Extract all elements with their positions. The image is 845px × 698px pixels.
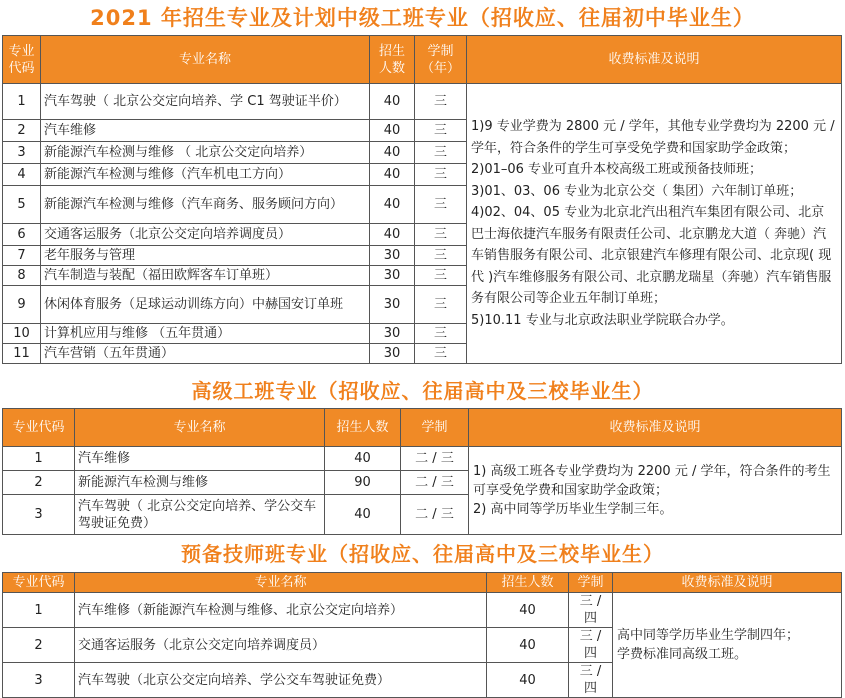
senior-class-table — [2, 408, 842, 535]
table-row-name: 汽车驾驶（ 北京公交定向培养、学 C1 驾驶证半价） — [41, 84, 370, 120]
fee-note: 3)01、03、06 专业为北京公交（ 集团）六年制订单班； — [471, 183, 803, 199]
table-row-years: 三 — [415, 120, 467, 142]
table-row-name: 老年服务与管理 — [41, 246, 370, 266]
table-row-code: 1 — [3, 84, 41, 120]
technician-class-table — [2, 572, 842, 698]
table-row-name: 新能源汽车检测与维修 — [75, 471, 325, 495]
section1-title: 2021 年招生专业及计划中级工班专业（招收应、往届初中毕业生） — [90, 6, 755, 30]
table-row-years: 三 — [415, 344, 467, 364]
fee-notes — [613, 593, 842, 698]
col-header-count: 招生人数 — [487, 573, 569, 593]
fee-note: 2) 高中同等学历毕业生学制三年。 — [473, 502, 673, 517]
fee-notes — [469, 447, 842, 535]
table-row-code: 1 — [3, 593, 75, 628]
table-row-count: 90 — [325, 471, 401, 495]
table-row-code: 2 — [3, 628, 75, 663]
table-row-code: 9 — [3, 286, 41, 324]
table-row-count: 40 — [370, 186, 415, 224]
table-row-count: 40 — [325, 495, 401, 535]
table-row-years: 三 — [415, 224, 467, 246]
table-row-years: 三 / 四 — [569, 628, 613, 663]
table-row-code: 8 — [3, 266, 41, 286]
col-header-count: 招生人数 — [370, 36, 415, 84]
col-header-years: 学制 — [401, 409, 469, 447]
table-row-name: 计算机应用与维修 （五年贯通） — [41, 324, 370, 344]
table-row-code: 3 — [3, 663, 75, 698]
table-row-count: 30 — [370, 324, 415, 344]
table-row-name: 汽车维修 — [75, 447, 325, 471]
intermediate-class-table — [2, 35, 842, 364]
table-row-name: 汽车维修 — [41, 120, 370, 142]
table-row-years: 三 — [415, 246, 467, 266]
fee-note: 1) 高级工班各专业学费均为 2200 元 / 学年，符合条件的考生可享受免学费和国家助学金政策； — [473, 464, 831, 498]
fee-note: 高中同等学历毕业生学制四年； — [617, 628, 800, 643]
table-row-years: 三 / 四 — [569, 593, 613, 628]
table-row-count: 40 — [370, 120, 415, 142]
table-row-code: 4 — [3, 164, 41, 186]
col-header-code: 专业代码 — [3, 573, 75, 593]
table-row-years: 二 / 三 — [401, 495, 469, 535]
table-row-name: 汽车驾驶（ 北京公交定向培养、学公交车驾驶证免费） — [75, 495, 325, 535]
fee-note: 1)9 专业学费为 2800 元 / 学年，其他专业学费均为 2200 元 / 学年，符合条件的学生可享受免学费和国家助学金政策； — [471, 119, 835, 156]
col-header-code: 专业代码 — [3, 409, 75, 447]
table-row-code: 3 — [3, 495, 75, 535]
table-row-years: 三 / 四 — [569, 663, 613, 698]
table-row-count: 40 — [370, 84, 415, 120]
table-row-count: 40 — [370, 224, 415, 246]
table-row-name: 新能源汽车检测与维修（汽车机电工方向） — [41, 164, 370, 186]
table-row-years: 二 / 三 — [401, 447, 469, 471]
col-header-fee: 收费标准及说明 — [469, 409, 842, 447]
table-row-years: 三 — [415, 84, 467, 120]
fee-note: 2)01–06 专业可直升本校高级工班或预备技师班； — [471, 162, 763, 177]
table-row-years: 三 — [415, 164, 467, 186]
table-row-years: 三 — [415, 324, 467, 344]
table-row-count: 40 — [370, 164, 415, 186]
fee-notes — [467, 84, 842, 364]
table-row-code: 5 — [3, 186, 41, 224]
table-row-count: 30 — [370, 246, 415, 266]
table-row-code: 1 — [3, 447, 75, 471]
table-row-count: 30 — [370, 344, 415, 364]
table-row-years: 三 — [415, 142, 467, 164]
table-row-name: 汽车制造与装配（福田欧辉客车订单班） — [41, 266, 370, 286]
table-row-code: 2 — [3, 471, 75, 495]
table-row-code: 7 — [3, 246, 41, 266]
section3-title: 预备技师班专业（招收应、往届高中及三校毕业生） — [181, 542, 664, 566]
table-row-years: 二 / 三 — [401, 471, 469, 495]
table-row-count: 30 — [370, 266, 415, 286]
fee-note: 5)10.11 专业与北京政法职业学院联合办学。 — [471, 312, 734, 328]
col-header-fee: 收费标准及说明 — [613, 573, 842, 593]
table-row-code: 11 — [3, 344, 41, 364]
table-row-count: 40 — [487, 593, 569, 628]
table-row-code: 10 — [3, 324, 41, 344]
col-header-name: 专业名称 — [75, 573, 487, 593]
col-header-fee: 收费标准及说明 — [467, 36, 842, 84]
table-row-years: 三 — [415, 186, 467, 224]
col-header-years: 学制 — [569, 573, 613, 593]
table-row-name: 汽车维修（新能源汽车检测与维修、北京公交定向培养） — [75, 593, 487, 628]
table-row-count: 40 — [487, 663, 569, 698]
table-row-code: 3 — [3, 142, 41, 164]
table-row-name: 新能源汽车检测与维修 （ 北京公交定向培养） — [41, 142, 370, 164]
table-row-name: 交通客运服务（北京公交定向培养调度员） — [75, 628, 487, 663]
table-row-count: 30 — [370, 286, 415, 324]
fee-note: 4)02、04、05 专业为北京北汽出租汽车集团有限公司、北京巴士海依捷汽车服务有限责任公司、北京鹏龙大道（ 奔驰）汽车销售服务有限公司、北京银建汽车修理有限公司、北京现( 现代 )汽车维修服务有限公司、北京鹏龙瑞星（奔驰）汽车销售服务有限公司等企业五年制订单班； — [471, 205, 832, 306]
fee-note: 学费标准同高级工班。 — [617, 647, 748, 662]
col-header-count: 招生人数 — [325, 409, 401, 447]
table-row-code: 2 — [3, 120, 41, 142]
col-header-name: 专业名称 — [41, 36, 370, 84]
col-header-years: 学制（年） — [415, 36, 467, 84]
table-row-count: 40 — [370, 142, 415, 164]
table-row-name: 交通客运服务（北京公交定向培养调度员） — [41, 224, 370, 246]
table-row-name: 汽车驾驶（北京公交定向培养、学公交车驾驶证免费） — [75, 663, 487, 698]
table-row-name: 汽车营销（五年贯通） — [41, 344, 370, 364]
col-header-name: 专业名称 — [75, 409, 325, 447]
col-header-code: 专业代码 — [3, 36, 41, 84]
table-row-years: 三 — [415, 286, 467, 324]
table-row-years: 三 — [415, 266, 467, 286]
table-row-code: 6 — [3, 224, 41, 246]
section2-title: 高级工班专业（招收应、往届高中及三校毕业生） — [191, 379, 654, 403]
table-row-name: 休闲体育服务（足球运动训练方向）中赫国安订单班 — [41, 286, 370, 324]
table-row-name: 新能源汽车检测与维修（汽车商务、服务顾问方向） — [41, 186, 370, 224]
table-row-count: 40 — [325, 447, 401, 471]
table-row-count: 40 — [487, 628, 569, 663]
